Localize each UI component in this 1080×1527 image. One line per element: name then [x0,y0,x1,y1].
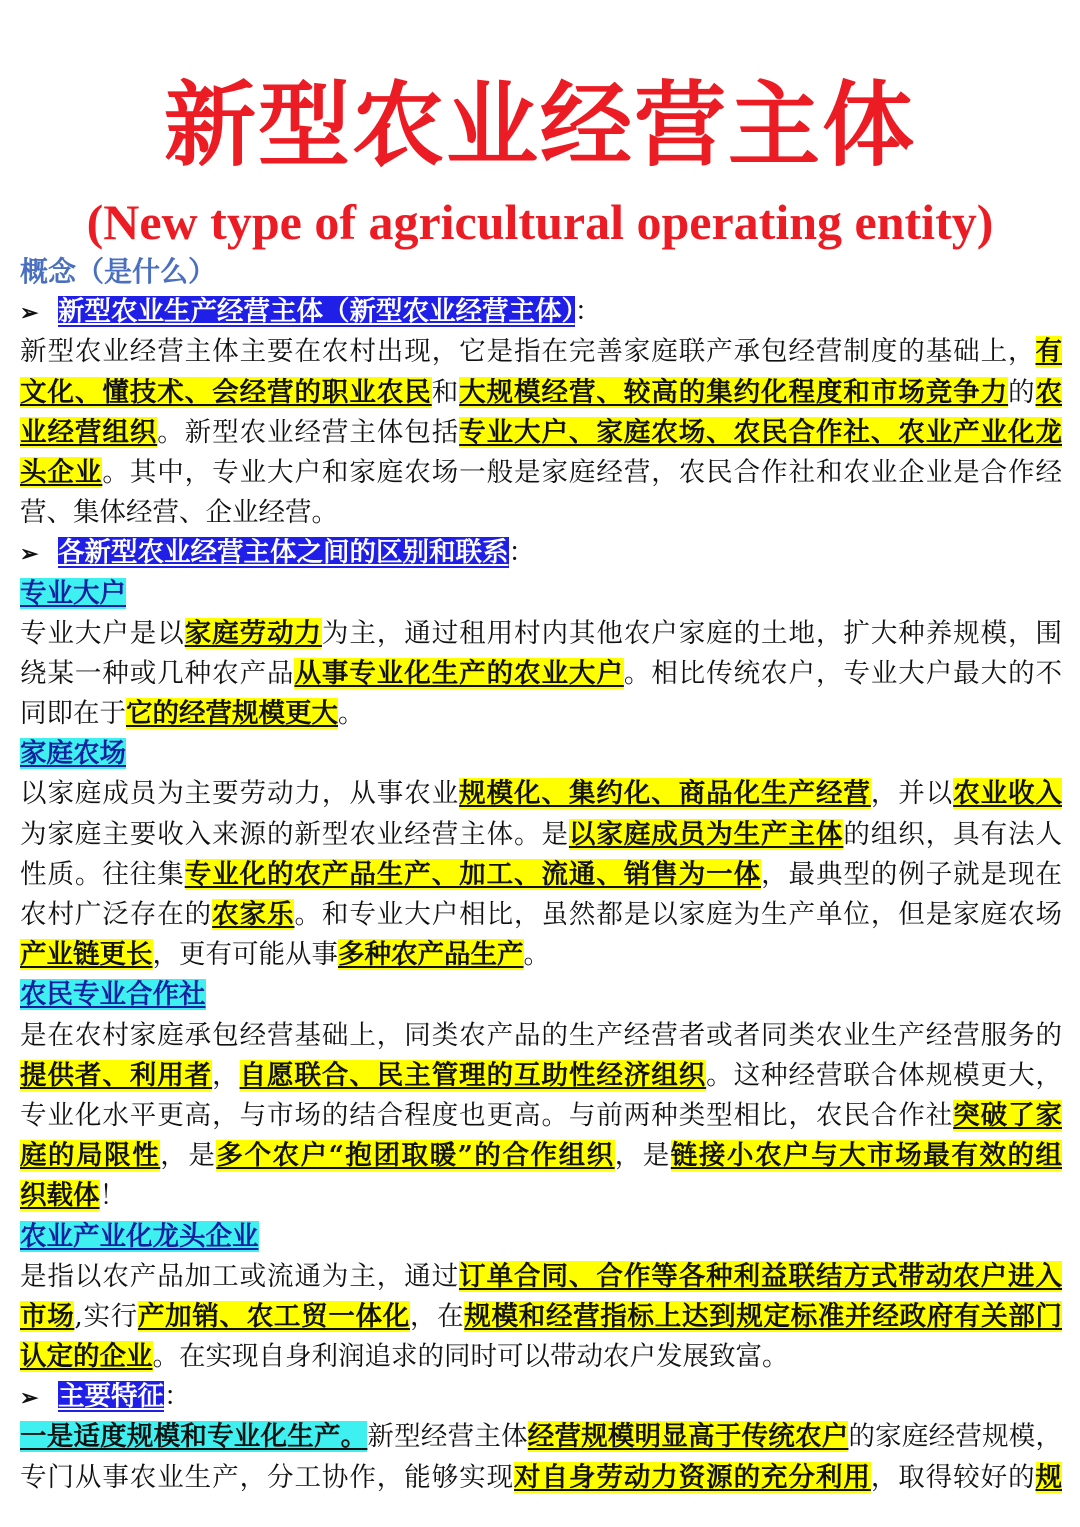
text-segment: 。 [338,698,365,730]
text-segment: 新型农业经营主体主要在农村出现，它是指在完善家庭联产承包经营制度的基础上， [20,336,1036,368]
text-segment: 性质。往往集 [20,858,185,890]
document-body [20,252,1062,1498]
highlight-segment: 有 [1035,336,1062,368]
highlight-segment: 织载体 [20,1180,100,1212]
highlight-segment: 农家乐 [212,899,295,930]
highlight-segment: 庭的局限性 [20,1140,161,1172]
text-segment: 专业化水平更高，与市场的结合程度也更高。与前两种类型相比，农民合作社 [20,1099,954,1131]
text-segment: ，是 [160,1140,217,1172]
text-segment: 和 [431,376,460,408]
text-segment: 的家庭经营规模， [848,1421,1062,1453]
highlight-segment: 订单合同、合作等各种利益联结方式带动农户进入 [459,1260,1062,1292]
text-segment: ，在 [409,1300,465,1332]
text-segment: 以家庭成员为主要劳动力，从事农业 [20,778,460,810]
highlight-segment: 规模化、集约化、商品化生产经营 [459,778,871,810]
paragraph-line [20,855,1062,895]
text-segment: 是在农村家庭承包经营基础上，同类农产品的生产经营者或者同类农业生产经营服务的 [20,1019,1062,1051]
highlight-segment: 链接小农户与大市场最有效的组 [670,1140,1062,1172]
text-segment: ，并以 [870,778,954,810]
text-segment: 的 [1008,376,1036,408]
text-segment: 专业大户是以 [20,617,185,649]
highlight-segment: 头企业 [20,456,103,488]
text-segment: ，取得较好的 [870,1461,1036,1493]
highlight-segment: 产加销、农工贸一体化 [137,1300,410,1332]
paragraph-line [20,413,1062,453]
text-segment: 。新型农业经营主体包括 [157,416,460,448]
page-subtitle-english: (New type of agricultural operating entity) [86,194,994,250]
paragraph-line [20,453,1062,493]
highlight-segment: 产业链更长 [20,939,153,971]
section-label-specialized-household [20,574,1062,614]
text-segment: 为家庭主要收入来源的新型农业经营主体。是 [20,818,569,850]
text-segment: 。和专业大户相比，虽然都是以家庭为生产单位，但是家庭农场 [294,899,1062,930]
paragraph-line [20,1096,1062,1136]
section-label-leading-enterprise [20,1217,1062,1257]
bullet-arrow-icon: ➢ [20,1385,39,1412]
highlight-segment: 文化、懂技术、会经营的职业农民 [20,376,432,408]
bullet-heading: 各新型农业经营主体之间的区别和联系 [58,537,509,569]
text-segment: 的组织，具有法人 [843,818,1062,850]
highlight-segment: 专业化的农产品生产、加工、流通、销售为一体 [184,858,762,890]
concept-heading: 概念（是什么） [20,255,217,288]
highlight-segment: 专业大户、家庭农场、农民合作社、农业产业化龙 [459,416,1062,448]
text-segment: ,实行 [74,1300,138,1332]
highlight-segment: 经营规模明显高于传统农户 [527,1421,849,1453]
paragraph-line [20,373,1062,413]
highlight-segment: 它的经营规模更大 [126,698,338,730]
text-segment: 。这种经营联合体规模更大， [706,1059,1062,1091]
section-label-family-farm [20,734,1062,774]
bullet-arrow-icon: ➢ [20,541,39,568]
text-segment: ， [212,1059,240,1091]
highlight-segment: 农业收入 [953,778,1062,810]
highlight-segment: 提供者、利用者 [20,1059,213,1091]
text-segment: 同即在于 [20,698,126,730]
text-segment: ： [164,1381,191,1413]
text-segment: 是指以农产品加工或流通为主，通过 [20,1260,460,1292]
paragraph-line [20,654,1062,694]
section-label-cooperative [20,975,1062,1015]
feature-label: 一是适度规模和专业化生产。 [20,1421,368,1453]
paragraph-line [20,1297,1062,1337]
paragraph-line [20,1257,1062,1297]
bullet-arrow-icon: ➢ [20,300,39,327]
highlight-segment: 多种农产品生产 [338,939,524,971]
section-label: 农业产业化龙头企业 [20,1220,259,1252]
bullet-main-features [20,1377,1062,1417]
section-label: 农民专业合作社 [20,979,206,1011]
text-segment: ，最典型的例子就是现在 [761,858,1062,890]
highlight-segment: 对自身劳动力资源的充分利用 [514,1461,871,1493]
paragraph-line [20,1176,1062,1216]
bullet-heading: 主要特征 [58,1381,164,1413]
text-segment: 。在实现自身利润追求的同时可以带动农户发展致富。 [152,1341,789,1373]
highlight-segment: 规模和经营指标上达到规定标准并经政府有关部门 [464,1300,1062,1332]
highlight-segment: 家庭劳动力 [184,617,322,649]
text-segment: ： [574,296,602,328]
paragraph-line [20,935,1062,975]
text-segment: 。相比传统农户，专业大户最大的不 [623,657,1062,689]
bullet-heading: 新型农业生产经营主体（新型农业经营主体） [58,296,575,328]
text-segment: 。 [523,939,550,971]
text-segment: ，是 [614,1140,671,1172]
text-segment: 农村广泛存在的 [20,899,213,930]
text-segment: ： [508,537,535,569]
highlight-segment: 从事专业化生产的农业大户 [294,657,624,689]
highlight-segment: 自愿联合、民主管理的互助性经济组织 [239,1059,707,1091]
highlight-segment: 以家庭成员为生产主体 [568,818,844,850]
paragraph-line [20,1136,1062,1176]
text-segment: 绕某一种或几种农产品 [20,657,295,689]
paragraph-line [20,694,1062,734]
highlight-segment: 业经营组织 [20,416,158,448]
text-segment: 为主，通过租用村内其他农户家庭的土地，扩大种养规模，围 [321,617,1062,649]
paragraph-line [20,1458,1062,1498]
text-segment: ，更有可能从事 [152,939,338,971]
paragraph-line [20,1337,1062,1377]
highlight-segment: 大规模经营、较高的集约化程度和市场竞争力 [459,376,1009,408]
highlight-segment: 农 [1035,376,1062,408]
highlight-segment: 市场 [20,1300,75,1332]
section-label: 专业大户 [20,577,126,609]
highlight-segment: 认定的企业 [20,1341,153,1373]
paragraph-line [20,1417,1062,1457]
text-segment: 。其中，专业大户和家庭农场一般是家庭经营，农民合作社和农业企业是合作经 [102,456,1062,488]
paragraph-line [20,614,1062,654]
text-segment: 营、集体经营、企业经营。 [20,497,338,529]
paragraph-line [20,895,1062,935]
paragraph-line [20,815,1062,855]
page-title: 新型农业经营主体 [163,71,916,179]
highlight-segment: 突破了家 [953,1099,1062,1131]
text-segment: 专门从事农业生产，分工协作，能够实现 [20,1461,515,1493]
section-label: 家庭农场 [20,738,126,770]
text-segment: 新型经营主体 [367,1421,528,1453]
paragraph-line [20,493,1062,533]
highlight-segment: 规 [1035,1461,1062,1493]
paragraph-line [20,332,1062,372]
highlight-segment: 多个农户“抱团取暖”的合作组织 [216,1140,615,1172]
bullet-definition [20,292,1062,332]
paragraph-line [20,774,1062,814]
text-segment: ！ [99,1180,126,1212]
bullet-differences [20,533,1062,573]
paragraph-line [20,1016,1062,1056]
paragraph-line [20,1056,1062,1096]
